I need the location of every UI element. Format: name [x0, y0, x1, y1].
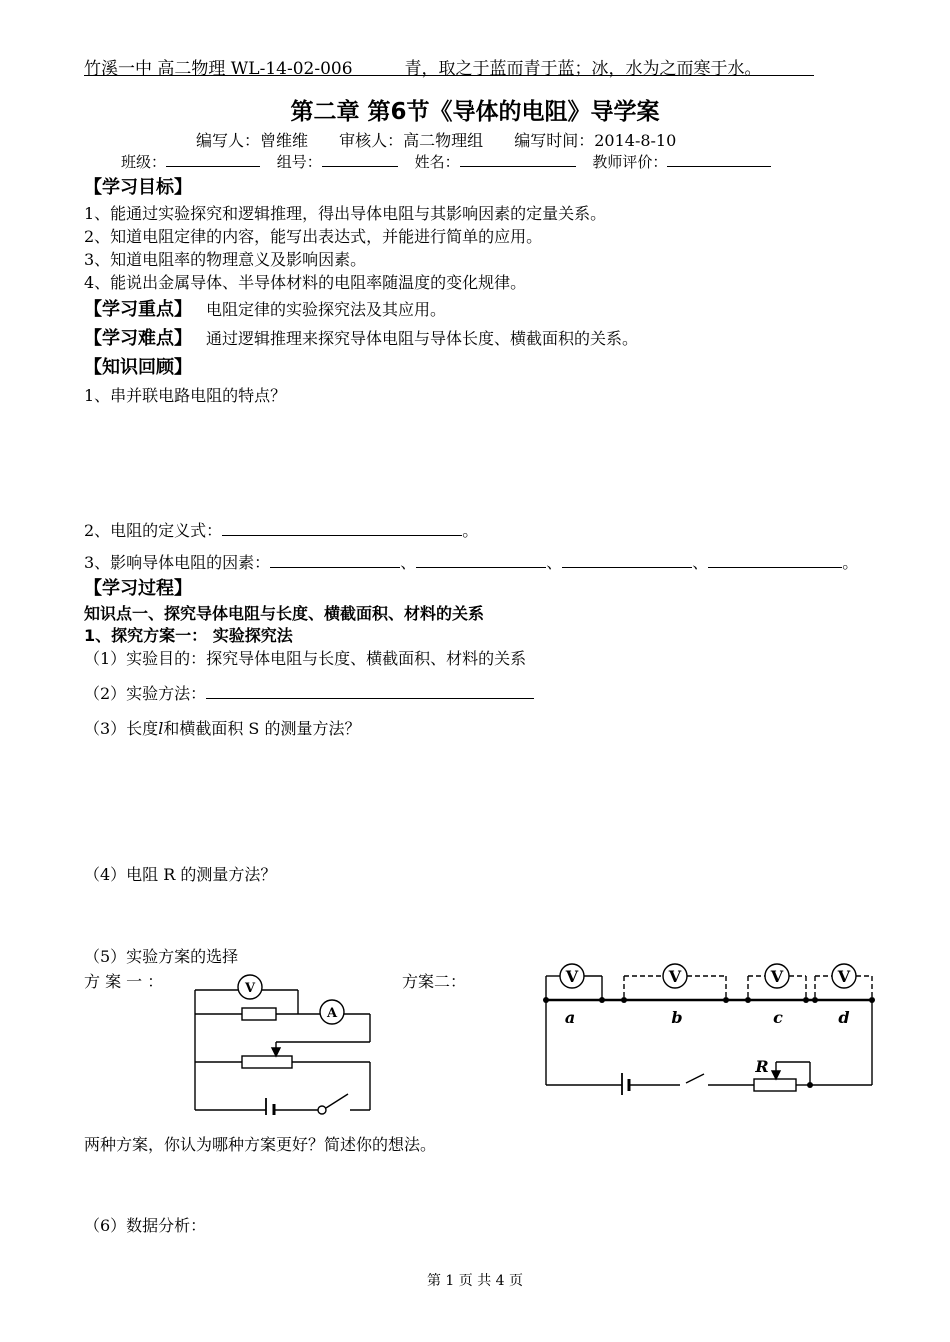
voltmeter-icon — [560, 964, 584, 988]
step-3: （3）长度l和横截面积 S 的测量方法？ — [84, 719, 361, 738]
goal-item: 4、能说出金属导体、半导体材料的电阻率随温度的变化规律。 — [84, 273, 527, 292]
header-left: 竹溪一中 高二物理 WL-14-02-006 — [84, 59, 353, 79]
voltmeter-icon — [238, 975, 262, 999]
svg-text:V: V — [668, 967, 682, 986]
key-section — [84, 295, 446, 321]
scheme-1-label: 方 案 一 ： — [84, 972, 164, 991]
segment-label: a — [564, 1008, 576, 1027]
q2-blank[interactable] — [222, 519, 462, 536]
field-eval-blank[interactable] — [667, 151, 771, 167]
review-heading: 【知识回顾】 — [84, 357, 192, 378]
plan-1-title: 1、探究方案一： 实验探究法 — [84, 626, 293, 645]
step-5: （5）实验方案的选择 — [84, 947, 239, 966]
field-group-blank[interactable] — [322, 151, 398, 167]
voltmeter-icon — [663, 964, 687, 988]
circuit-diagram-2 — [540, 960, 880, 1095]
segment-label: d — [838, 1008, 850, 1027]
goal-item: 2、知道电阻定律的内容，能写出表达式，并能进行简单的应用。 — [84, 227, 543, 246]
meta-date: 编写时间：2014-8-10 — [514, 131, 677, 150]
review-q3: 3、影响导体电阻的因素： 、 、 、 。 — [84, 553, 859, 572]
svg-text:V: V — [770, 967, 784, 986]
field-name-blank[interactable] — [460, 151, 576, 167]
svg-text:V: V — [244, 981, 256, 996]
svg-text:V: V — [837, 967, 851, 986]
q3-blank[interactable] — [708, 551, 842, 568]
segment-label: c — [773, 1008, 783, 1027]
step-1: （1）实验目的：探究导体电阻与长度、横截面积、材料的关系 — [84, 649, 527, 668]
q3-blank[interactable] — [416, 551, 546, 568]
segment-label: b — [671, 1008, 683, 1027]
page-footer: 第 1 页 共 4 页 — [426, 1273, 524, 1289]
field-eval-label: 教师评价： — [592, 153, 668, 171]
q3-blank[interactable] — [562, 551, 692, 568]
field-class-label: 班级： — [121, 153, 167, 171]
q3-blank[interactable] — [270, 551, 400, 568]
meta-line — [196, 128, 702, 151]
key-heading: 【学习重点】 — [84, 299, 192, 320]
voltmeter-icon — [832, 964, 856, 988]
goals-heading: 【学习目标】 — [84, 177, 192, 198]
student-fields — [121, 151, 783, 172]
key-text: 电阻定律的实验探究法及其应用。 — [206, 300, 447, 319]
meta-author: 编写人：曾维维 — [196, 131, 309, 150]
meta-reviewer: 审核人：高二物理组 — [339, 131, 484, 150]
difficulty-text: 通过逻辑推理来探究导体电阻与导体长度、横截面积的关系。 — [206, 329, 639, 348]
field-class-blank[interactable] — [166, 151, 260, 167]
step-2: （2）实验方法： — [84, 681, 534, 704]
document-title: 第二章 第6节《导体的电阻》导学案 — [290, 99, 660, 125]
step-6: （6）数据分析： — [84, 1216, 207, 1235]
svg-text:V: V — [565, 967, 579, 986]
review-q2: 2、电阻的定义式： 。 — [84, 521, 479, 540]
circuit-diagram-1 — [190, 970, 380, 1115]
svg-text:A: A — [326, 1006, 338, 1021]
difficulty-heading: 【学习难点】 — [84, 328, 192, 349]
review-q1: 1、串并联电路电阻的特点？ — [84, 386, 287, 405]
method-blank[interactable] — [206, 682, 534, 699]
knowledge-point-1: 知识点一、探究导体电阻与长度、横截面积、材料的关系 — [84, 604, 485, 623]
rheostat-label: R — [755, 1057, 769, 1076]
field-group-label: 组号： — [276, 153, 322, 171]
field-name-label: 姓名： — [414, 153, 460, 171]
process-heading: 【学习过程】 — [84, 578, 192, 599]
compare-question: 两种方案，你认为哪种方案更好？简述你的想法。 — [84, 1135, 437, 1154]
goal-item: 1、能通过实验探究和逻辑推理，得出导体电阻与其影响因素的定量关系。 — [84, 204, 607, 223]
difficulty-section — [84, 324, 638, 350]
goal-item: 3、知道电阻率的物理意义及影响因素。 — [84, 250, 367, 269]
voltmeter-icon — [765, 964, 789, 988]
scheme-2-label: 方案二： — [402, 972, 467, 991]
header-right: 青，取之于蓝而青于蓝；冰，水为之而寒于水。 — [404, 59, 762, 79]
step-4: （4）电阻 R 的测量方法？ — [84, 865, 277, 884]
header-rule — [84, 75, 814, 76]
ammeter-icon — [320, 1000, 344, 1024]
